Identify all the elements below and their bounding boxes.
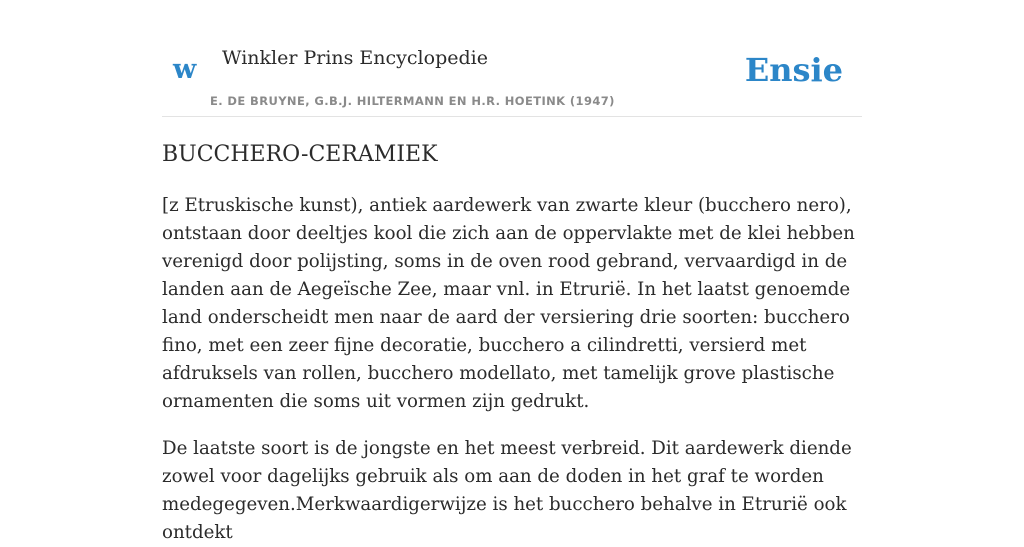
entry-title: BUCCHERO-CERAMIEK [162,142,438,167]
article-page [162,0,862,543]
entry-paragraph: [z Etruskische kunst), antiek aardewerk van zwarte kleur (bucchero nero), ontstaan door deeltjes kool die zich aan de oppervlakte met de klei hebben verenigd door polijsting, soms in de oven rood gebrand, vervaardigd in de landen aan de Aegeïsche Zee, maar vnl. in Etrurië. In het laatst genoemde land onderscheidt men naar de aard der versiering drie soorten: bucchero fino, met een zeer fijne decoratie, bucchero a cilindretti, versierd met afdruksels van rollen, bucchero modellato, met tamelijk grove plastische ornamenten die soms uit vormen zijn gedrukt. [162,195,855,412]
ensie-logo-link[interactable]: Ensie [744,51,843,89]
publication-title: Winkler Prins Encyclopedie [222,47,488,69]
page-header [162,0,862,117]
publication-authors: E. DE BRUYNE, G.B.J. HILTERMANN EN H.R. HOETINK (1947) [210,94,615,108]
entry-paragraph: De laatste soort is de jongste en het meest verbreid. Dit aardewerk diende zowel voor dagelijks gebruik als om aan de doden in het graf te worden medegegeven.Merkwaardigerwijze is het bucchero behalve in Etrurië ook ontdekt [162,438,852,543]
encyclopedia-logo-icon: w [173,54,197,85]
